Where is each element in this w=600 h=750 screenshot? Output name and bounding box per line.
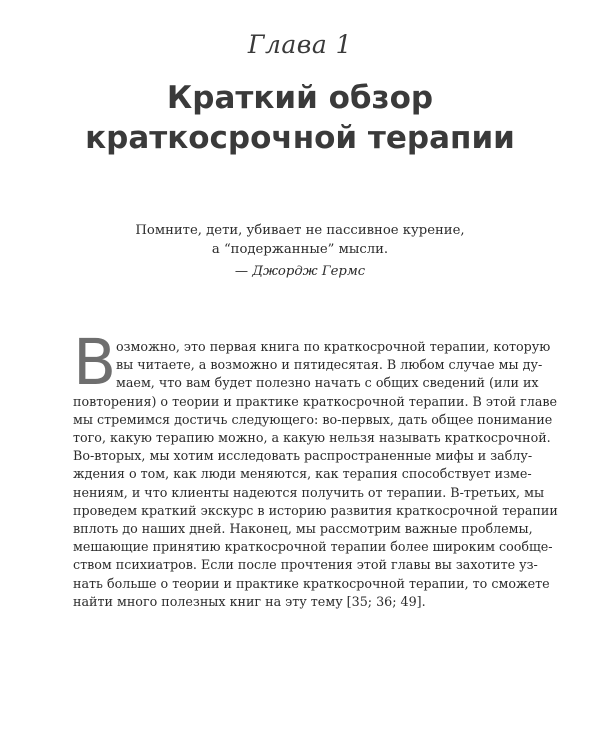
chapter-title-line: Краткий обзор xyxy=(166,80,434,116)
body-paragraph xyxy=(73,338,558,611)
paragraph-line: ждения о том, как люди меняются, как терапия способствует изме- xyxy=(73,466,532,482)
paragraph-line: того, какую терапию можно, а какую нельзя называть краткосрочной. xyxy=(73,430,551,446)
paragraph-line: повторения) о теории и практике краткосрочной терапии. В этой главе xyxy=(73,393,558,409)
drop-cap: В xyxy=(73,326,117,399)
paragraph-line: ством психиатров. Если после прочтения этой главы вы захотите уз- xyxy=(73,557,538,573)
paragraph-line: озможно, это первая книга по краткосрочной терапии, которую xyxy=(116,339,551,354)
epigraph-author: — Джордж Гермс xyxy=(234,264,366,279)
paragraph-line: вы читаете, а возможно и пятидесятая. В любом случае мы ду- xyxy=(116,357,543,373)
paragraph-line: проведем краткий экскурс в историю развития краткосрочной терапии xyxy=(73,502,558,518)
paragraph-line: нать больше о теории и практике краткосрочной терапии, то сможете xyxy=(73,575,550,591)
paragraph-line: маем, что вам будет полезно начать с общих сведений (или их xyxy=(116,375,539,391)
paragraph-line: мешающие принятию краткосрочной терапии более широким сообще- xyxy=(73,539,553,555)
paragraph-line: мы стремимся достичь следующего: во-первых, дать общее понимание xyxy=(73,411,553,427)
epigraph-line: Помните, дети, убивает не пассивное курение, xyxy=(135,223,465,238)
epigraph-line: а “подержанные” мысли. xyxy=(211,242,389,257)
chapter-label: Глава 1 xyxy=(247,30,353,59)
paragraph-line: нениям, и что клиенты надеются получить от терапии. В-третьих, мы xyxy=(73,484,545,500)
paragraph-line: Во-вторых, мы хотим исследовать распространенные мифы и заблу- xyxy=(73,448,533,464)
chapter-title-line: краткосрочной терапии xyxy=(85,120,515,156)
chapter-title xyxy=(0,78,600,158)
paragraph-line: вплоть до наших дней. Наконец, мы рассмотрим важные проблемы, xyxy=(73,521,533,537)
paragraph-line: найти много полезных книг на эту тему [35; 36; 49]. xyxy=(73,593,426,609)
epigraph xyxy=(130,221,470,281)
